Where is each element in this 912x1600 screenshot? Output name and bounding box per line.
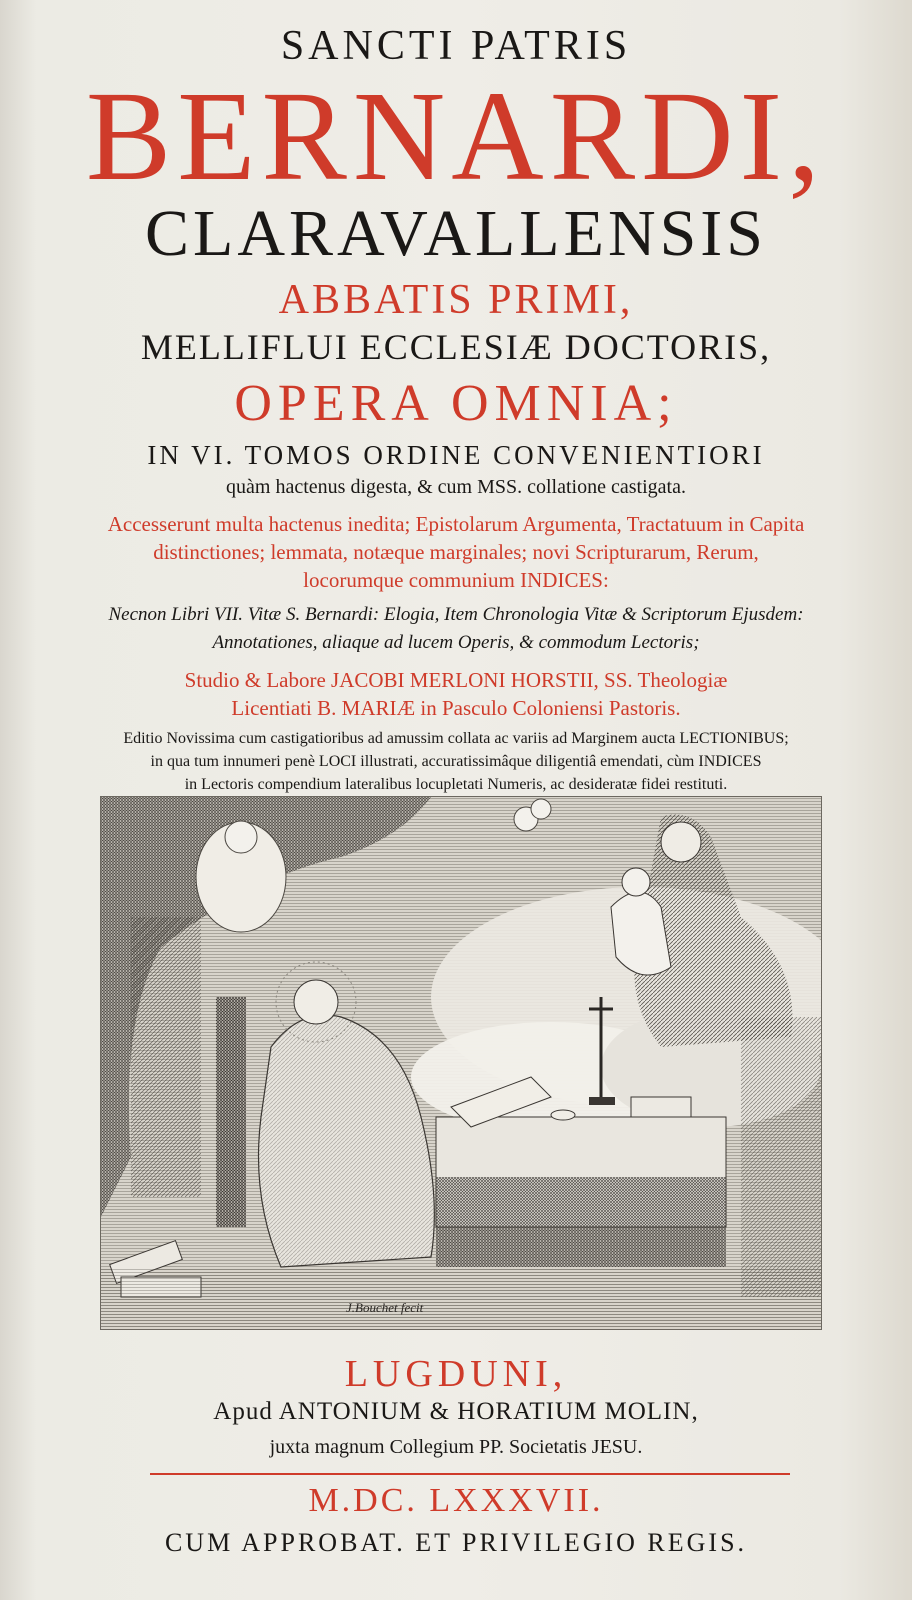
title-line-in-lectoris: in Lectoris compendium lateralibus locupletati Numeris, ac desideratæ fidei restituti. [184, 776, 728, 793]
title-line-accesserunt: Accesserunt multa hactenus inedita; Epistolarum Argumenta, Tractatuum in Capita [107, 512, 805, 536]
imprint-year: M.DC. LXXXVII. [308, 1482, 604, 1519]
closed-book [631, 1097, 691, 1117]
imprint-address: juxta magnum Collegium PP. Societatis JESU. [269, 1436, 643, 1458]
imprint-privilege: CUM APPROBAT. ET PRIVILEGIO REGIS. [164, 1528, 748, 1557]
title-line-abbatis-primi: ABBATIS PRIMI, [278, 277, 634, 323]
imprint-place: LUGDUNI, [344, 1353, 568, 1395]
title-line-licentiati: Licentiati B. MARIÆ in Pasculo Coloniensi Pastoris. [231, 696, 681, 720]
title-line-in-vi-tomos: IN VI. TOMOS ORDINE CONVENIENTIORI [147, 440, 765, 470]
title-line-distinctiones: distinctiones; lemmata, notæque marginales; novi Scripturarum, Rerum, [153, 540, 759, 564]
title-line-sancti-patris: SANCTI PATRIS [280, 23, 632, 69]
title-line-necnon-libri: Necnon Libri VII. Vitæ S. Bernardi: Elogia, Item Chronologia Vitæ & Scriptorum Ejusdem: [108, 604, 804, 625]
title-line-opera-omnia: OPERA OMNIA; [234, 375, 678, 432]
engraver-signature: J.Bouchet fecit [346, 1300, 424, 1315]
title-line-bernardi: BERNARDI, [85, 65, 827, 207]
title-line-studio-labore: Studio & Labore JACOBI MERLONI HORSTII, SS. Theologiæ [184, 668, 728, 692]
chair [216, 997, 246, 1227]
title-line-quam-hactenus: quàm hactenus digesta, & cum MSS. collatione castigata. [226, 476, 686, 498]
engraving-saint-bernard-vision [100, 796, 822, 1330]
title-line-in-qua-tum: in qua tum innumeri penè LOCI illustrati, accuratissimâque diligentiâ emendati, cùm INDICES [150, 753, 762, 770]
imprint-publisher: Apud ANTONIUM & HORATIUM MOLIN, [213, 1398, 699, 1425]
title-line-melliflui: MELLIFLUI ECCLESIÆ DOCTORIS, [140, 327, 772, 367]
title-line-indices: locorumque communium INDICES: [303, 568, 609, 592]
title-line-editio-novissima: Editio Novissima cum castigatioribus ad amussim collata ac variis ad Marginem aucta LECTIONIBUS; [123, 730, 789, 747]
title-line-claravallensis: CLARAVALLENSIS [145, 197, 767, 270]
red-rule-divider [150, 1473, 790, 1475]
title-line-annotationes: Annotationes, aliaque ad lucem Operis, & commodum Lectoris; [212, 632, 700, 653]
